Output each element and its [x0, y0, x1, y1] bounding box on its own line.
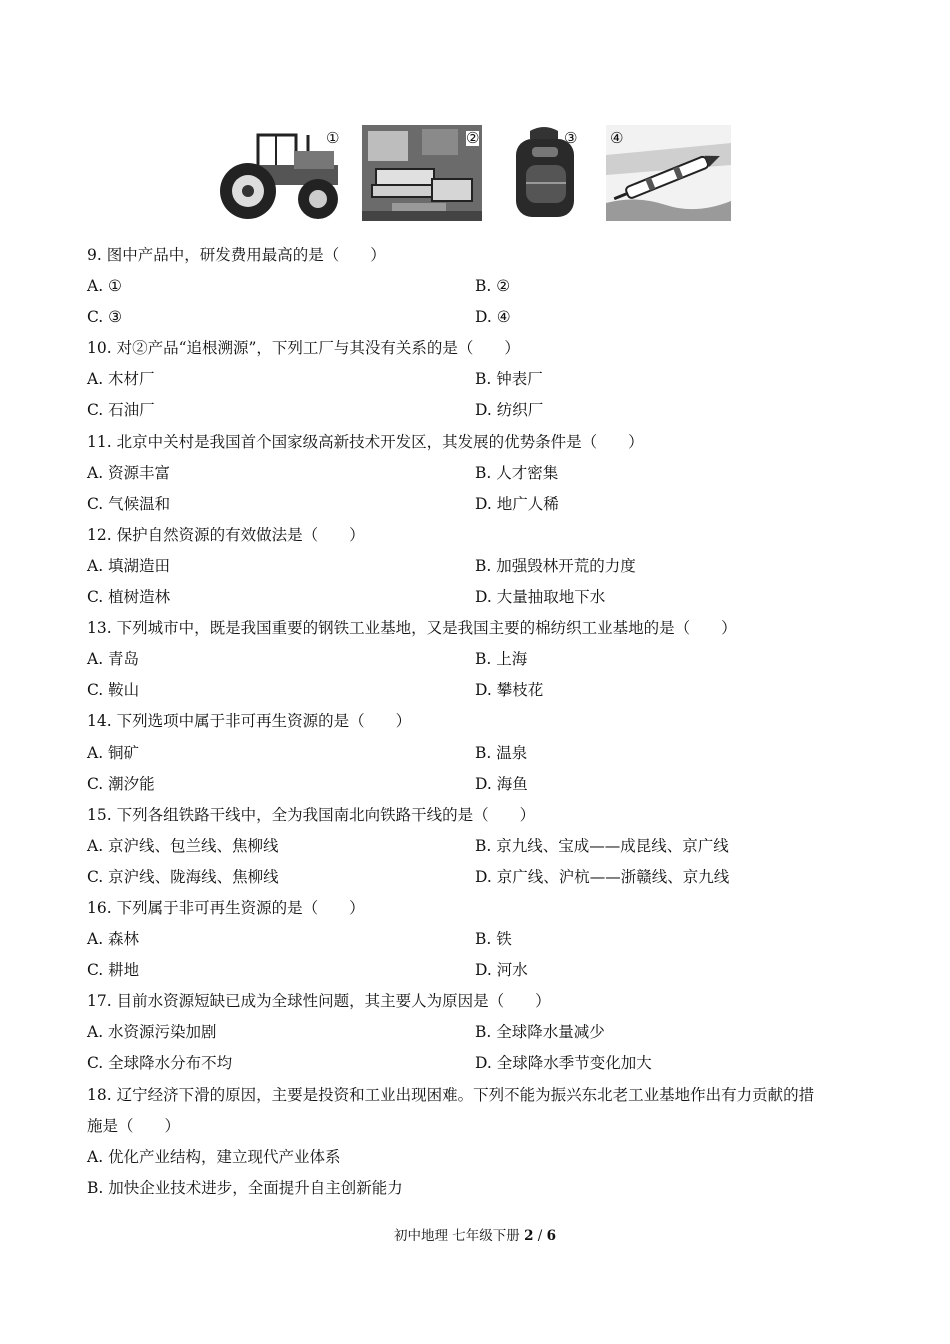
- figure-2-label: ②: [466, 129, 480, 147]
- option-d[interactable]: D. ④: [475, 308, 511, 327]
- page-separator: /: [533, 1228, 547, 1244]
- option-a[interactable]: A. 青岛: [87, 650, 140, 669]
- option-d[interactable]: D. 全球降水季节变化加大: [475, 1054, 652, 1073]
- option-a[interactable]: A. 填湖造田: [87, 556, 171, 575]
- figure-3-label: ③: [564, 129, 578, 147]
- question-stem: 16. 下列属于非可再生资源的是（ ）: [87, 898, 365, 917]
- question-9: [87, 240, 877, 333]
- question-stem: 17. 目前水资源短缺已成为全球性问题，其主要人为原因是（ ）: [87, 992, 551, 1011]
- question-12: [87, 520, 877, 613]
- option-a[interactable]: A. 京沪线、包兰线、焦柳线: [87, 836, 279, 855]
- rocket-icon: [606, 125, 731, 221]
- question-stem: 10. 对②产品“追根溯源”，下列工厂与其没有关系的是（ ）: [87, 339, 520, 358]
- option-b[interactable]: B. 温泉: [475, 743, 528, 762]
- question-stem-line-2: 施是（ ）: [87, 1116, 181, 1135]
- question-10: [87, 333, 877, 426]
- option-a[interactable]: A. 木材厂: [87, 370, 155, 389]
- option-b[interactable]: B. 人才密集: [475, 463, 559, 482]
- option-c[interactable]: C. 京沪线、陇海线、焦柳线: [87, 867, 279, 886]
- question-15: [87, 800, 877, 893]
- option-d[interactable]: D. 京广线、沪杭——浙赣线、京九线: [475, 867, 730, 886]
- footer-text: 初中地理 七年级下册: [393, 1228, 525, 1244]
- option-a[interactable]: A. 水资源污染加剧: [87, 1023, 217, 1042]
- figure-2: [362, 125, 484, 221]
- sofa-icon: [362, 125, 482, 221]
- option-c[interactable]: C. 耕地: [87, 961, 140, 980]
- option-b[interactable]: B. 加快企业技术进步，全面提升自主创新能力: [87, 1178, 403, 1197]
- question-13: [87, 613, 877, 706]
- option-a[interactable]: A. 铜矿: [87, 743, 140, 762]
- page-total: 6: [546, 1228, 557, 1244]
- option-c[interactable]: C. 鞍山: [87, 681, 140, 700]
- figure-1-label: ①: [326, 129, 340, 147]
- question-stem: 12. 保护自然资源的有效做法是（ ）: [87, 525, 365, 544]
- option-b[interactable]: B. 铁: [475, 930, 512, 949]
- question-stem: 14. 下列选项中属于非可再生资源的是（ ）: [87, 712, 412, 731]
- option-a[interactable]: A. 森林: [87, 930, 140, 949]
- option-b[interactable]: B. 全球降水量减少: [475, 1023, 605, 1042]
- question-17: [87, 986, 877, 1079]
- option-b[interactable]: B. 钟表厂: [475, 370, 543, 389]
- option-d[interactable]: D. 海鱼: [475, 774, 528, 793]
- option-b[interactable]: B. 上海: [475, 650, 528, 669]
- figure-3: [508, 125, 588, 221]
- figure-4: [606, 125, 733, 221]
- option-c[interactable]: C. 石油厂: [87, 401, 155, 420]
- option-d[interactable]: D. 大量抽取地下水: [475, 588, 606, 607]
- option-b[interactable]: B. 加强毁林开荒的力度: [475, 556, 636, 575]
- option-a[interactable]: A. 优化产业结构，建立现代产业体系: [87, 1147, 341, 1166]
- option-d[interactable]: D. 地广人稀: [475, 494, 559, 513]
- question-stem: 9. 图中产品中，研发费用最高的是（ ）: [87, 246, 386, 264]
- question-list: [87, 240, 877, 1204]
- option-c[interactable]: C. 潮汐能: [87, 774, 155, 793]
- question-stem: 11. 北京中关村是我国首个国家级高新技术开发区，其发展的优势条件是（ ）: [87, 432, 644, 451]
- question-14: [87, 706, 877, 799]
- question-11: [87, 427, 877, 520]
- product-figures: [218, 125, 733, 223]
- option-b[interactable]: B. 京九线、宝成——成昆线、京广线: [475, 836, 729, 855]
- question-stem: 13. 下列城市中，既是我国重要的钢铁工业基地，又是我国主要的棉纺织工业基地的是（ ）: [87, 619, 737, 638]
- option-d[interactable]: D. 攀枝花: [475, 681, 544, 700]
- page-footer: [0, 1228, 950, 1244]
- option-c[interactable]: C. 植树造林: [87, 588, 171, 607]
- question-16: [87, 893, 877, 986]
- question-stem-line-1: 18. 辽宁经济下滑的原因，主要是投资和工业出现困难。下列不能为振兴东北老工业基地作出有力贡献的措: [87, 1085, 815, 1104]
- option-c[interactable]: C. 全球降水分布不均: [87, 1054, 233, 1073]
- option-c[interactable]: C. 气候温和: [87, 494, 171, 513]
- option-d[interactable]: D. 河水: [475, 961, 528, 980]
- page-number: 2: [524, 1228, 534, 1244]
- tractor-icon: [218, 125, 342, 221]
- option-a[interactable]: A. 资源丰富: [87, 463, 171, 482]
- option-c[interactable]: C. ③: [87, 308, 123, 327]
- figure-4-label: ④: [610, 129, 624, 147]
- question-stem: 15. 下列各组铁路干线中，全为我国南北向铁路干线的是（ ）: [87, 805, 536, 824]
- option-b[interactable]: B. ②: [475, 277, 511, 296]
- option-a[interactable]: A. ①: [87, 277, 122, 296]
- option-d[interactable]: D. 纺织厂: [475, 401, 544, 420]
- figure-1: [218, 125, 348, 221]
- question-18: [87, 1080, 877, 1204]
